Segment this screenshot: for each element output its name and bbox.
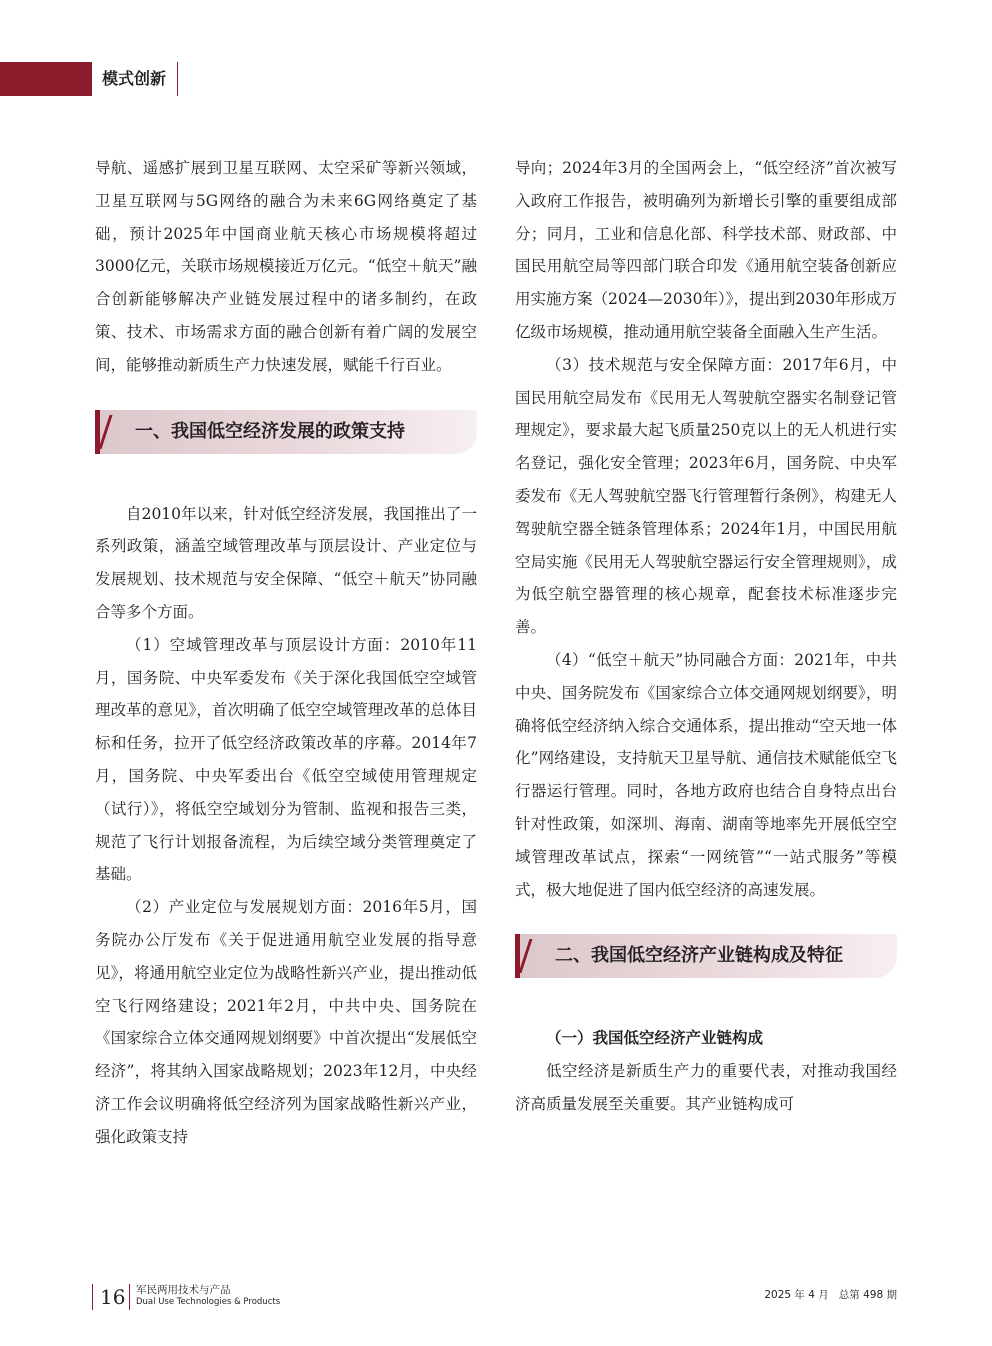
paragraph-industry-positioning-continued: 导向；2024年3月的全国两会上，“低空经济”首次被写入政府工作报告，被明确列为新增长引擎的重要组成部分；同月，工业和信息化部、科学技术部、财政部、中国民用航空局等四部门联合印发《通用航空装备创新应用实施方案（2024—2030年）》，提出到2030年形成万亿级市场规模，推动通用航空装备全面融入生产生活。 [515, 159, 897, 341]
section-heading-2 [515, 934, 897, 978]
section-label: 模式创新 [102, 69, 167, 88]
journal-title-en: Dual Use Technologies & Products [136, 1297, 281, 1307]
journal-title-cn: 军民两用技术与产品 [136, 1284, 231, 1296]
paragraph-technical-standards: （3）技术规范与安全保障方面：2017年6月，中国民用航空局发布《民用无人驾驶航空器实名制登记管理规定》，要求最大起飞质量250克以上的无人机进行实名登记，强化安全管理；2023年6月，国务院、中央军委发布《无人驾驶航空器飞行管理暂行条例》，构建无人驾驶航空器全链条管理体系；2024年1月，中国民用航空局实施《民用无人驾驶航空器运行安全管理规则》，成为低空航空器管理的核心规章，配套技术标准逐步完善。 [515, 355, 897, 637]
spacer [515, 906, 897, 922]
footer-divider-right [129, 1284, 130, 1310]
header-divider [177, 62, 178, 96]
header-accent-band [0, 62, 92, 96]
paragraph-industry-positioning: （2）产业定位与发展规划方面：2016年5月，国务院办公厅发布《关于促进通用航空业发展的指导意见》，将通用航空业定位为战略性新兴产业，提出推动低空飞行网络建设；2021年2月，中共中央、国务院在《国家综合立体交通网规划纲要》中首次提出“发展低空经济”，将其纳入国家战略规划；2023年12月，中央经济工作会议明确将低空经济列为国家战略性新兴产业，强化政策支持 [95, 898, 477, 1146]
page-number: 16 [100, 1285, 126, 1309]
footer-divider-left [92, 1284, 93, 1310]
paragraph-airspace-reform: （1）空域管理改革与顶层设计方面：2010年11月，国务院、中央军委发布《关于深化我国低空空域管理改革的意见》，首次明确了低空空域管理改革的总体目标和任务，拉开了低空经济政策改革的序幕。2014年7月，国务院、中央军委出台《低空空域使用管理规定（试行）》，将低空空域划分为管制、监视和报告三类，规范了飞行计划报备流程，为后续空域分类管理奠定了基础。 [95, 635, 477, 884]
paragraph-industry-chain: 低空经济是新质生产力的重要代表，对推动我国经济高质量发展至关重要。其产业链构成可 [515, 1062, 897, 1113]
section-heading-title: 一、我国低空经济发展的政策支持 [135, 420, 405, 442]
issue-info: 2025 年 4 月 总第 498 期 [764, 1289, 897, 1301]
left-column [95, 152, 477, 1154]
subsection-heading: （一）我国低空经济产业链构成 [546, 1029, 764, 1048]
paragraph-low-altitude-aerospace: （4）“低空＋航天”协同融合方面：2021年，中共中央、国务院发布《国家综合立体交通网规划纲要》，明确将低空经济纳入综合交通体系，提出推动“空天地一体化”网络建设，支持航天卫星导航、通信技术赋能低空飞行器运行管理。同时，各地方政府也结合自身特点出台针对性政策，如深圳、海南、湖南等地率先开展低空空域管理改革试点，探索“一网统管”“一站式服务”等模式，极大地促进了国内低空经济的高速发展。 [515, 650, 897, 899]
section-heading-title: 二、我国低空经济产业链构成及特征 [555, 945, 843, 967]
paragraph-intro-continued: 导航、遥感扩展到卫星互联网、太空采矿等新兴领域，卫星互联网与5G网络的融合为未来6G网络奠定了基础，预计2025年中国商业航天核心市场规模将超过3000亿元，关联市场规模接近万亿元。“低空＋航天”融合创新能够解决产业链发展过程中的诸多制约，在政策、技术、市场需求方面的融合创新有着广阔的发展空间，能够推动新质生产力快速发展，赋能千行百业。 [95, 159, 477, 374]
right-column [515, 152, 897, 1121]
paragraph-policy-overview: 自2010年以来，针对低空经济发展，我国推出了一系列政策，涵盖空域管理改革与顶层设计、产业定位与发展规划、技术规范与安全保障、“低空＋航天”协同融合等多个方面。 [95, 504, 477, 621]
spacer [95, 382, 477, 398]
section-heading-1 [95, 410, 477, 454]
